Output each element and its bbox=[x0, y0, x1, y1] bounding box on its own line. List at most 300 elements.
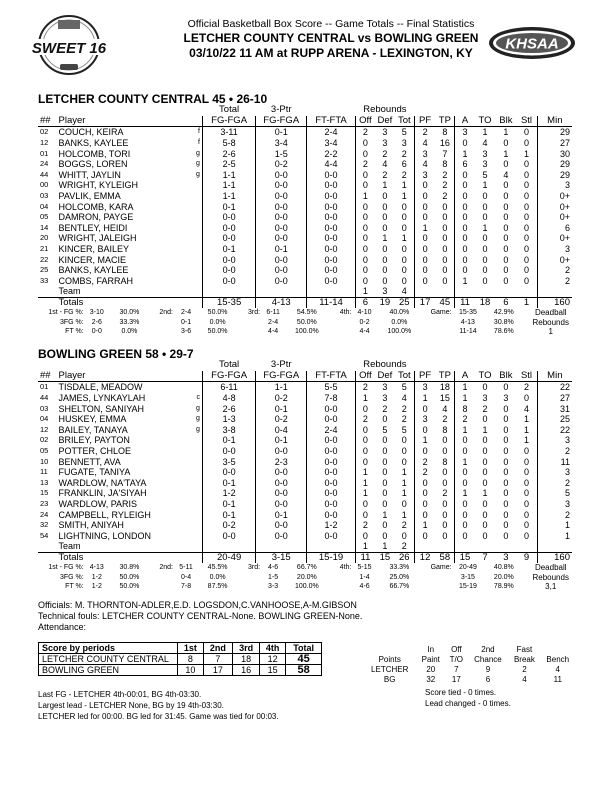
def-rebounds: 0 bbox=[382, 275, 388, 286]
percentage-cell: 1-4 bbox=[359, 573, 370, 581]
totals-min: 160 bbox=[537, 552, 572, 563]
def-rebounds: 0 bbox=[382, 254, 388, 265]
fg-fga: 2-5 bbox=[202, 159, 255, 170]
ft-fta: 5-5 bbox=[307, 382, 356, 393]
points-header: In bbox=[427, 645, 435, 654]
player-name: FRANKLIN, JA'SIYAH bbox=[58, 488, 147, 499]
fg3-fga: 1-5 bbox=[256, 148, 307, 159]
player-position: g bbox=[196, 404, 200, 412]
player-name: FUGATE, TANIYA bbox=[58, 467, 131, 478]
total-points: 0 bbox=[442, 477, 448, 488]
player-number: 02 bbox=[40, 435, 49, 445]
percentage-cell: 2nd: bbox=[159, 309, 173, 316]
period-header: 3rd bbox=[233, 643, 260, 654]
matchup-title: LETCHER COUNTY CENTRAL vs BOWLING GREEN bbox=[183, 31, 479, 45]
assists: 1 bbox=[455, 488, 475, 499]
turnovers bbox=[475, 286, 496, 297]
turnovers: 1 bbox=[482, 424, 488, 435]
player-name: WARDLOW, PARIS bbox=[58, 499, 138, 510]
player-row bbox=[38, 393, 572, 404]
turnovers: 1 bbox=[482, 488, 488, 499]
off-rebounds: 2 bbox=[355, 382, 375, 393]
points-team-row bbox=[363, 665, 575, 675]
ft-fta: 2-4 bbox=[307, 127, 356, 138]
player-number: 23 bbox=[40, 499, 49, 509]
assists: 0 bbox=[455, 180, 475, 191]
percentage-cell: 1-2 bbox=[91, 573, 102, 581]
totals-def: 19 bbox=[375, 297, 395, 308]
empty-cell bbox=[38, 360, 57, 371]
blocks: 0 bbox=[503, 467, 509, 478]
empty-cell bbox=[38, 552, 57, 563]
minutes: 0+ bbox=[537, 212, 572, 223]
turnovers: 0 bbox=[482, 254, 488, 265]
totals-label: Totals bbox=[57, 552, 203, 563]
off-rebounds: 0 bbox=[355, 138, 375, 149]
empty-cell bbox=[38, 297, 57, 308]
player-row bbox=[38, 499, 572, 510]
fg-fga bbox=[202, 286, 255, 297]
steals: 0 bbox=[523, 222, 529, 233]
percentage-cell: 50.0% bbox=[119, 583, 140, 590]
def-rebounds: 0 bbox=[382, 212, 388, 223]
steals: 0 bbox=[523, 127, 529, 138]
fg3-fga: 0-1 bbox=[256, 403, 307, 414]
empty-cell bbox=[435, 360, 455, 371]
steals: 1 bbox=[523, 424, 529, 435]
minutes: 29 bbox=[537, 127, 572, 138]
blocks: 0 bbox=[503, 509, 509, 520]
blocks: 0 bbox=[503, 233, 509, 244]
personal-fouls: 0 bbox=[414, 509, 435, 520]
personal-fouls: 1 bbox=[414, 520, 435, 531]
player-position: f bbox=[198, 128, 200, 136]
player-row bbox=[38, 382, 572, 393]
percentage-row bbox=[38, 573, 578, 583]
fg-fga: 3-5 bbox=[202, 456, 255, 467]
percentage-cell: 78.9% bbox=[493, 583, 514, 590]
player-position bbox=[177, 456, 202, 467]
empty-cell bbox=[516, 105, 537, 116]
player-number: 32 bbox=[40, 520, 49, 530]
empty-cell bbox=[177, 105, 202, 116]
tot-rebounds: 2 bbox=[401, 414, 407, 425]
personal-fouls: 0 bbox=[414, 254, 435, 265]
totals-off: 11 bbox=[355, 552, 375, 563]
total-points: 0 bbox=[442, 467, 448, 478]
def-rebounds: 2 bbox=[382, 148, 388, 159]
def-rebounds: 3 bbox=[382, 138, 388, 149]
empty-cell bbox=[516, 360, 537, 371]
player-number: 15 bbox=[40, 488, 49, 498]
off-rebounds: 0 bbox=[355, 456, 375, 467]
def-rebounds: 0 bbox=[382, 530, 388, 541]
turnovers: 0 bbox=[482, 201, 488, 212]
fg3-fga: 0-0 bbox=[256, 223, 307, 234]
ft-fta: 0-0 bbox=[307, 414, 356, 425]
total-points: 2 bbox=[442, 414, 448, 425]
percentage-cell: 1 bbox=[548, 327, 553, 336]
a-header: A bbox=[455, 371, 475, 382]
blocks: 0 bbox=[503, 424, 509, 435]
column-header-row bbox=[38, 371, 572, 382]
player-number: 14 bbox=[40, 222, 49, 232]
empty-cell bbox=[307, 360, 356, 371]
player-position bbox=[177, 467, 202, 478]
min-header: Min bbox=[537, 116, 572, 127]
personal-fouls: 0 bbox=[414, 488, 435, 499]
minutes: 29 bbox=[537, 159, 572, 170]
percentage-cell: 4-13 bbox=[89, 564, 104, 571]
points-header bbox=[363, 645, 416, 655]
percentage-cell: 2-4 bbox=[268, 318, 279, 326]
turnovers: 3 bbox=[482, 159, 488, 170]
assists: 0 bbox=[455, 499, 475, 510]
empty-cell bbox=[435, 105, 455, 116]
tot-rebounds: 1 bbox=[401, 467, 407, 478]
personal-fouls: 0 bbox=[414, 201, 435, 212]
total-points bbox=[435, 541, 455, 552]
ft-fta: 0-0 bbox=[307, 212, 356, 223]
empty-cell bbox=[57, 360, 177, 371]
fg3-fga: 0-0 bbox=[256, 488, 307, 499]
percentage-cell: 40.8% bbox=[493, 564, 514, 571]
blocks: 0 bbox=[503, 222, 509, 233]
period-header: Total bbox=[286, 643, 322, 654]
player-position bbox=[177, 509, 202, 520]
percentage-cell: 45.5% bbox=[207, 564, 228, 571]
off-rebounds: 0 bbox=[355, 233, 375, 244]
totals-ft: 15-19 bbox=[307, 552, 356, 563]
tot-rebounds: 0 bbox=[401, 254, 407, 265]
personal-fouls: 3 bbox=[414, 148, 435, 159]
period-score: 17 bbox=[203, 665, 232, 676]
player-number: 20 bbox=[40, 233, 49, 243]
player-number: 12 bbox=[40, 138, 49, 148]
fg-fga: 1-2 bbox=[202, 488, 255, 499]
player-name: BOGGS, LOREN bbox=[58, 159, 128, 170]
steals: 0 bbox=[523, 212, 529, 223]
minutes: 2 bbox=[537, 478, 572, 489]
points-header: Fast bbox=[516, 645, 533, 654]
player-row bbox=[38, 127, 572, 138]
total-points: 0 bbox=[442, 435, 448, 446]
fg-header: FG-FGA bbox=[202, 116, 255, 127]
header-group-row bbox=[38, 360, 572, 371]
period-score: 12 bbox=[260, 654, 286, 665]
player-row bbox=[38, 520, 572, 531]
total-points: 0 bbox=[442, 446, 448, 457]
blocks: 3 bbox=[503, 393, 509, 404]
percentage-cell bbox=[328, 318, 352, 328]
player-number: 21 bbox=[40, 244, 49, 254]
def-rebounds: 0 bbox=[382, 414, 388, 425]
minutes: 3 bbox=[537, 435, 572, 446]
tot-rebounds: 0 bbox=[401, 212, 407, 223]
turnovers: 3 bbox=[482, 148, 488, 159]
period-score: 7 bbox=[203, 654, 232, 665]
fg-fga: 0-0 bbox=[202, 467, 255, 478]
empty-cell bbox=[475, 360, 496, 371]
player-position: g bbox=[196, 160, 200, 168]
off-rebounds: 0 bbox=[355, 531, 375, 542]
player-number: 05 bbox=[40, 212, 49, 222]
empty-cell bbox=[455, 105, 475, 116]
fg3-fga bbox=[256, 541, 307, 552]
blocks: 4 bbox=[503, 169, 509, 180]
assists: 1 bbox=[455, 425, 475, 436]
fg-fga: 1-1 bbox=[202, 170, 255, 181]
blocks: 0 bbox=[503, 403, 509, 414]
period-score: 8 bbox=[178, 654, 204, 665]
team-1-title: LETCHER COUNTY CENTRAL 45 • 26-10 bbox=[38, 92, 268, 106]
percentage-cell: 0-2 bbox=[359, 318, 370, 326]
percentage-cell: 0-4 bbox=[180, 573, 192, 581]
game-officials-info bbox=[38, 600, 362, 633]
fg3-header: FG-FGA bbox=[256, 371, 307, 382]
player-row bbox=[38, 509, 572, 520]
assists: 6 bbox=[455, 159, 475, 170]
ft-fta: 0-0 bbox=[307, 244, 356, 255]
off-rebounds: 1 bbox=[355, 478, 375, 489]
totals-tp: 58 bbox=[435, 552, 455, 563]
total-points: 2 bbox=[442, 488, 448, 499]
personal-fouls: 0 bbox=[414, 446, 435, 457]
player-row bbox=[38, 138, 572, 149]
player-name: JAMES, LYNKAYLAH bbox=[58, 393, 146, 404]
percentage-cell: 40.0% bbox=[389, 309, 410, 316]
minutes: 0+ bbox=[537, 191, 572, 202]
player-position bbox=[177, 531, 202, 542]
percentage-cell: 4-10 bbox=[357, 309, 372, 316]
player-position bbox=[177, 541, 202, 552]
percentage-cell bbox=[421, 327, 451, 337]
off-rebounds: 0 bbox=[355, 170, 375, 181]
player-number: 04 bbox=[40, 414, 49, 424]
largest-lead: Largest lead - LETCHER None, BG by 19 4th-03:30. bbox=[38, 701, 224, 710]
blocks: 0 bbox=[503, 446, 509, 457]
attendance: Attendance: bbox=[38, 622, 87, 632]
period-score: BOWLING GREEN bbox=[39, 665, 178, 676]
officials: Officials: M. THORNTON-ADLER,E.D. LOGSDON,C.VANHOOSE,A-M.GIBSON bbox=[38, 600, 357, 610]
assists: 0 bbox=[455, 467, 475, 478]
blocks: 0 bbox=[503, 530, 509, 541]
pf-header: PF bbox=[414, 371, 435, 382]
total-points: 0 bbox=[442, 509, 448, 520]
player-name: KINCER, MACIE bbox=[58, 254, 127, 265]
percentage-cell: 42.9% bbox=[493, 309, 514, 316]
ft-fta: 4-4 bbox=[307, 159, 356, 170]
empty-cell bbox=[414, 105, 435, 116]
blk-header: Blk bbox=[495, 116, 516, 127]
min-header: Min bbox=[537, 371, 572, 382]
empty-cell bbox=[495, 105, 516, 116]
periods-team-row bbox=[39, 654, 322, 665]
player-number: 44 bbox=[40, 169, 49, 179]
group-rebounds-header: Rebounds bbox=[363, 105, 407, 116]
group-3ptr-header: 3-Ptr bbox=[270, 105, 292, 116]
assists: 0 bbox=[455, 223, 475, 234]
steals: 0 bbox=[523, 180, 529, 191]
steals: 4 bbox=[523, 403, 529, 414]
percentage-cell: 0-1 bbox=[180, 318, 192, 326]
ft-fta: 0-0 bbox=[307, 265, 356, 276]
player-row bbox=[38, 201, 572, 212]
percentage-cell bbox=[149, 573, 173, 583]
fg3-fga: 0-2 bbox=[256, 393, 307, 404]
percentage-cell: 30.0% bbox=[119, 309, 140, 316]
percentage-cell: 2nd: bbox=[159, 564, 173, 571]
personal-fouls: 1 bbox=[414, 393, 435, 404]
off-rebounds: 2 bbox=[355, 520, 375, 531]
total-points: 16 bbox=[439, 138, 450, 149]
total-points: 8 bbox=[442, 456, 448, 467]
empty-cell bbox=[537, 105, 572, 116]
def-rebounds: 0 bbox=[382, 477, 388, 488]
total-points: 0 bbox=[442, 275, 448, 286]
personal-fouls: 0 bbox=[414, 212, 435, 223]
percentage-cell: 33.3% bbox=[119, 318, 140, 326]
blocks: 0 bbox=[503, 191, 509, 202]
def-rebounds: 0 bbox=[382, 222, 388, 233]
ft-fta: 0-0 bbox=[307, 435, 356, 446]
fg-fga: 2-6 bbox=[202, 403, 255, 414]
off-header: Off bbox=[355, 371, 375, 382]
totals-label: Totals bbox=[57, 297, 203, 308]
player-number: 24 bbox=[40, 509, 49, 519]
player-name: POTTER, CHLOE bbox=[58, 446, 132, 457]
fg3-fga: 0-4 bbox=[256, 425, 307, 436]
turnovers: 1 bbox=[482, 127, 488, 138]
percentage-cell: 3rd: bbox=[247, 309, 261, 316]
time-led: LETCHER led for 00:00. BG led for 31:45. Game was tied for 00:03. bbox=[38, 712, 279, 721]
player-number: 25 bbox=[40, 265, 49, 275]
personal-fouls bbox=[414, 541, 435, 552]
minutes: 3 bbox=[537, 244, 572, 255]
personal-fouls: 2 bbox=[414, 467, 435, 478]
turnovers: 0 bbox=[482, 191, 488, 202]
points-value: 2 bbox=[522, 665, 527, 674]
personal-fouls: 0 bbox=[414, 478, 435, 489]
player-row bbox=[38, 233, 572, 244]
totals-off: 6 bbox=[355, 297, 375, 308]
blocks: 0 bbox=[503, 212, 509, 223]
player-row bbox=[38, 541, 572, 552]
player-number: 54 bbox=[40, 530, 49, 540]
points-header: Paint bbox=[421, 655, 440, 664]
fg-fga: 0-1 bbox=[202, 509, 255, 520]
fg3-fga: 0-0 bbox=[256, 265, 307, 276]
off-rebounds: 1 bbox=[355, 541, 375, 552]
player-row bbox=[38, 435, 572, 446]
total-points: 8 bbox=[442, 424, 448, 435]
tot-rebounds: 4 bbox=[401, 393, 407, 404]
player-row bbox=[38, 148, 572, 159]
player-number bbox=[38, 286, 57, 297]
minutes: 5 bbox=[537, 488, 572, 499]
player-name: BANKS, KAYLEE bbox=[58, 265, 129, 276]
assists: 0 bbox=[455, 233, 475, 244]
percentage-cell bbox=[328, 573, 352, 583]
percentage-cell: 1st - FG %: bbox=[48, 564, 84, 571]
tot-rebounds: 0 bbox=[401, 201, 407, 212]
off-rebounds: 0 bbox=[355, 403, 375, 414]
period-header: 1st bbox=[178, 643, 204, 654]
ft-fta: 0-0 bbox=[307, 488, 356, 499]
off-rebounds: 0 bbox=[355, 276, 375, 287]
player-position: f bbox=[198, 139, 200, 147]
ft-fta: 0-0 bbox=[307, 180, 356, 191]
percentage-row bbox=[38, 327, 578, 337]
steals bbox=[516, 286, 537, 297]
total-points: 2 bbox=[442, 180, 448, 191]
player-number: 33 bbox=[40, 275, 49, 285]
player-position bbox=[177, 233, 202, 244]
empty-cell bbox=[414, 360, 435, 371]
points-value: 20 bbox=[426, 665, 436, 674]
player-position bbox=[177, 478, 202, 489]
blocks: 0 bbox=[503, 275, 509, 286]
steals: 0 bbox=[523, 509, 529, 520]
period-score: 45 bbox=[286, 654, 322, 665]
minutes: 2 bbox=[537, 265, 572, 276]
to-header: TO bbox=[475, 116, 496, 127]
player-name: SHELTON, SANIYAH bbox=[58, 403, 145, 414]
minutes bbox=[537, 286, 572, 297]
minutes: 1 bbox=[537, 531, 572, 542]
assists: 1 bbox=[455, 276, 475, 287]
minutes: 22 bbox=[537, 425, 572, 436]
off-header: Off bbox=[355, 116, 375, 127]
off-rebounds: 0 bbox=[355, 212, 375, 223]
personal-fouls: 0 bbox=[414, 244, 435, 255]
total-points: 0 bbox=[442, 499, 448, 510]
fg-fga: 0-0 bbox=[202, 223, 255, 234]
blocks: 0 bbox=[503, 159, 509, 170]
personal-fouls: 0 bbox=[414, 499, 435, 510]
turnovers: 0 bbox=[482, 509, 488, 520]
player-position: g bbox=[196, 149, 200, 157]
fg3-fga: 3-4 bbox=[256, 138, 307, 149]
assists: 0 bbox=[455, 244, 475, 255]
percentage-cell: 20.0% bbox=[296, 573, 317, 581]
minutes: 6 bbox=[537, 223, 572, 234]
totals-ft: 11-14 bbox=[307, 297, 356, 308]
totals-fg3: 4-13 bbox=[256, 297, 307, 308]
fg3-fga bbox=[256, 286, 307, 297]
stl-header: Stl bbox=[516, 116, 537, 127]
minutes: 2 bbox=[537, 446, 572, 457]
totals-fg: 20-49 bbox=[202, 552, 255, 563]
player-row bbox=[38, 191, 572, 202]
off-rebounds: 1 bbox=[355, 191, 375, 202]
fg-fga: 0-0 bbox=[202, 446, 255, 457]
player-name: WHITT, JAYLIN bbox=[58, 169, 121, 180]
points-value: 32 bbox=[426, 675, 436, 684]
player-name: HOLCOMB, TORI bbox=[58, 148, 131, 159]
turnovers: 0 bbox=[482, 530, 488, 541]
totals-pf: 17 bbox=[414, 297, 435, 308]
assists: 0 bbox=[455, 531, 475, 542]
player-number: 01 bbox=[40, 382, 49, 392]
tot-rebounds: 5 bbox=[401, 382, 407, 393]
tot-rebounds: 5 bbox=[401, 424, 407, 435]
ft-fta: 2-2 bbox=[307, 148, 356, 159]
def-rebounds: 3 bbox=[382, 382, 388, 393]
player-name: SMITH, ANIYAH bbox=[58, 520, 124, 531]
empty-cell bbox=[455, 360, 475, 371]
team-1-period-percentages bbox=[38, 308, 578, 337]
